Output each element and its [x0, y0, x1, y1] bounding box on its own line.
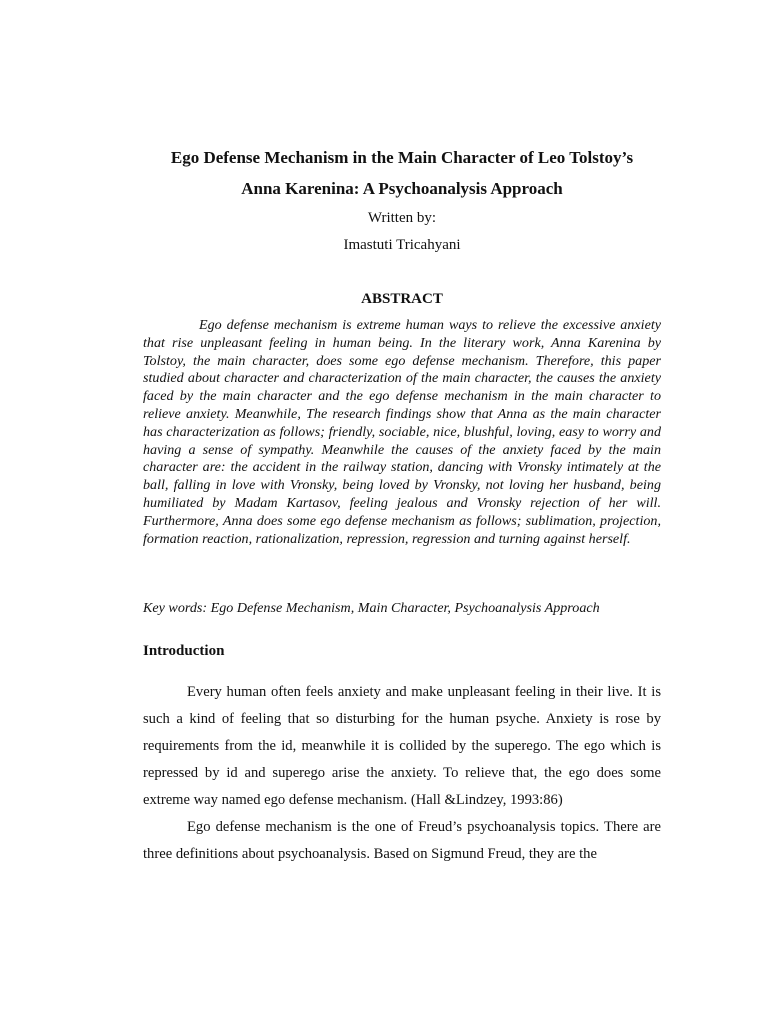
- written-by-label: Written by:: [367, 210, 437, 226]
- abstract-heading: ABSTRACT: [361, 291, 443, 307]
- introduction-heading: Introduction: [143, 643, 225, 659]
- title-line-1: Ego Defense Mechanism in the Main Character of Leo Tolstoy’s: [170, 148, 634, 167]
- body-paragraph-1: Every human often feels anxiety and make unpleasant feeling in their live. It is such a kind of feeling that so disturbing for the human psyche. Anxiety is rose by requirements from the id, meanwhile it is collided by the superego. The ego which is repressed by id and superego arise the anxiety. To relieve that, the ego does some extreme way named ego defense mechanism. (Hall &Lindzey, 1993:86): [143, 684, 661, 808]
- author-name: Imastuti Tricahyani: [343, 237, 461, 253]
- keywords-line: Key words: Ego Defense Mechanism, Main Character, Psychoanalysis Approach: [143, 600, 600, 616]
- abstract-text: Ego defense mechanism is extreme human ways to relieve the excessive anxiety that rise unpleasant feeling in human being. In the literary work, Anna Karenina by Tolstoy, the main character, does some ego defense mechanism. Therefore, this paper studied about character and characterization of the main character, the causes the anxiety faced by the main character and the ego defense mechanism in the main character to relieve anxiety. Meanwhile, The research findings show that Anna as the main character has characterization as follows; friendly, sociable, nice, blushful, loving, easy to worry and having a sense of sympathy. Meanwhile the causes of the anxiety faced by the main character are: the accident in the railway station, dancing with Vronsky intimately at the ball, falling in love with Vronsky, being loved by Vronsky, not loving her husband, being humiliated by Madam Kartasov, feeling jealous and Vronsky rejection of her will. Furthermore, Anna does some ego defense mechanism as follows; sublimation, projection, formation reaction, rationalization, repression, regression and turning against herself.: [143, 317, 661, 547]
- body-paragraph-2: Ego defense mechanism is the one of Freud’s psychoanalysis topics. There are three definitions about psychoanalysis. Based on Sigmund Freud, they are the: [143, 819, 661, 862]
- title-line-2: Anna Karenina: A Psychoanalysis Approach: [241, 179, 563, 198]
